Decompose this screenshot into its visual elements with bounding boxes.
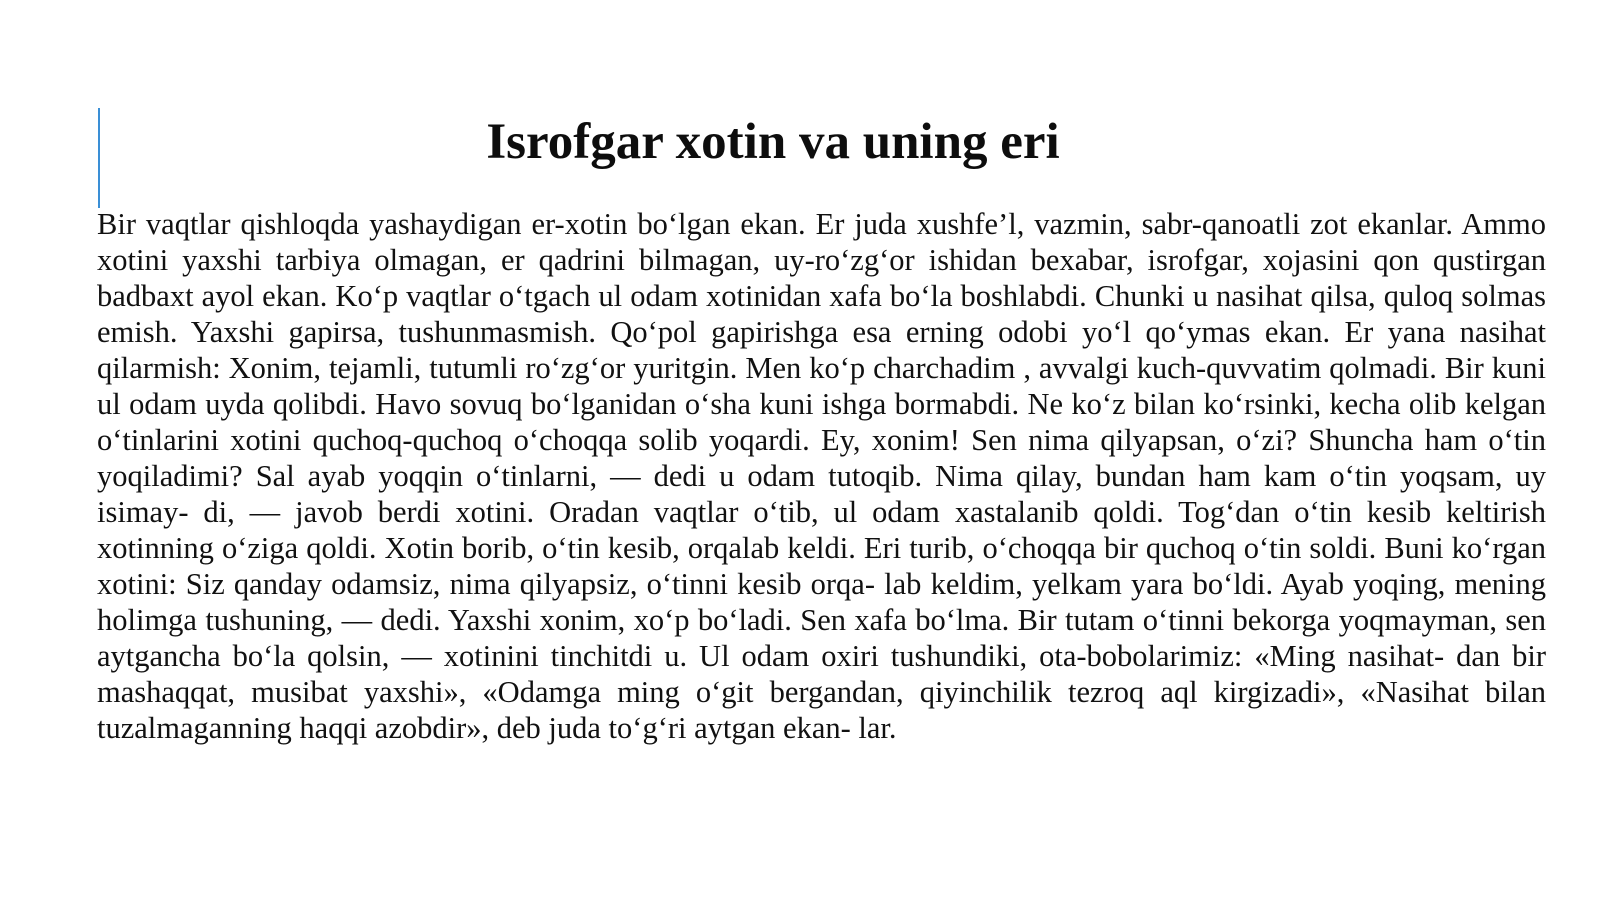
document-body: Bir vaqtlar qishloqda yashaydigan er-xotin bo‘lgan ekan. Er juda xushfe’l, vazmin, sabr-qanoatli zot ekanlar. Ammo xotini yaxshi tarbiya olmagan, er qadrini bilmagan, uy-ro‘zg‘or ishidan bexabar, isrofgar, xojasini qon qustirgan badbaxt ayol ekan. Ko‘p vaqtlar o‘tgach ul odam xotinidan xafa bo‘la boshlabdi. Chunki u nasihat qilsa, quloq solmas emish. Yaxshi gapirsa, tushunmasmish. Qo‘pol gapirishga esa erning odobi yo‘l qo‘ymas ekan. Er yana nasihat qilarmish: Xonim, tejamli, tutumli ro‘zg‘or yuritgin. Men ko‘p charchadim , avvalgi kuch-quvvatim qolmadi. Bir kuni ul odam uyda qolibdi. Havo sovuq bo‘lganidan o‘sha kuni ishga bormabdi. Ne ko‘z bilan ko‘rsinki, kecha olib kelgan o‘tinlarini xotini quchoq-quchoq o‘choqqa solib yoqardi. Ey, xonim! Sen nima qilyapsan, o‘zi? Shuncha ham o‘tin yoqiladimi? Sal ayab yoqqin o‘tinlarni, — dedi u odam tutoqib. Nima qilay, bundan ham kam o‘tin yoqsam, uy isimay- di, — javob berdi xotini. Oradan vaqtlar o‘tib, ul odam xastalanib qoldi. Tog‘dan o‘tin kesib keltirish xotinning o‘ziga qoldi. Xotin borib, o‘tin kesib, orqalab keldi. Eri turib, o‘choqqa bir quchoq o‘tin soldi. Buni ko‘rgan xotini: Siz qanday odamsiz, nima qilyapsiz, o‘tinni kesib orqa- lab keldim, yelkam yara bo‘ldi. Ayab yoqing, mening holimga tushuning, — dedi. Yaxshi xonim, xo‘p bo‘ladi. Sen xafa bo‘lma. Bir tutam o‘tinni bekorga yoqmayman, sen aytgancha bo‘la qolsin, — xotinini tinchitdi u. Ul odam oxiri tushundiki, ota-bobolarimiz: «Ming nasihat- dan bir mashaqqat, musibat yaxshi», «Odamga ming o‘git bergandan, qiyinchilik tezroq aql kirgizadi», «Nasihat bilan tuzalmaganning haqqi azobdir», deb juda to‘g‘ri aytgan ekan- lar. bbox=[97, 207, 1546, 745]
document-title: Isrofgar xotin va uning eri bbox=[486, 114, 1060, 170]
